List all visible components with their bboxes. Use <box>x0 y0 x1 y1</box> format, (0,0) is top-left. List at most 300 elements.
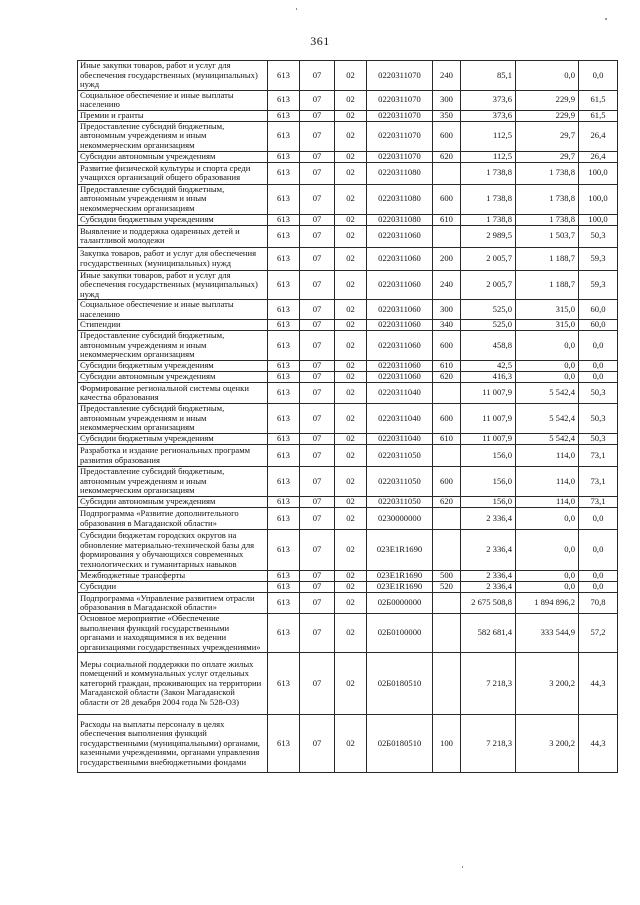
row-expense-type <box>433 445 461 467</box>
row-target-code: 0220311040 <box>367 383 433 404</box>
row-chapter: 613 <box>268 582 300 593</box>
row-chapter: 613 <box>268 320 300 331</box>
row-execution-percent: 0,0 <box>579 582 618 593</box>
row-target-code: 02Б0000000 <box>367 593 433 614</box>
row-name: Формирование региональной системы оценки качества образования <box>78 383 268 404</box>
row-executed-amount: 3 200,2 <box>516 715 579 773</box>
row-subsection: 02 <box>335 582 367 593</box>
row-subsection: 02 <box>335 434 367 445</box>
row-execution-percent: 50,3 <box>579 434 618 445</box>
table-row <box>78 582 618 593</box>
row-name: Субсидии автономным учреждениям <box>78 497 268 508</box>
table-row <box>78 434 618 445</box>
row-execution-percent: 0,0 <box>579 372 618 383</box>
row-section: 07 <box>300 270 335 300</box>
row-target-code: 0220311070 <box>367 121 433 151</box>
table-row <box>78 614 618 653</box>
row-planned-amount: 2 005,7 <box>461 270 516 300</box>
row-section: 07 <box>300 121 335 151</box>
row-subsection: 02 <box>335 214 367 225</box>
row-target-code: 0220311060 <box>367 361 433 372</box>
row-name: Субсидии бюджетным учреждениям <box>78 434 268 445</box>
row-chapter: 613 <box>268 61 300 91</box>
table-row <box>78 497 618 508</box>
row-executed-amount: 1 188,7 <box>516 270 579 300</box>
table-row <box>78 653 618 715</box>
row-section: 07 <box>300 110 335 121</box>
row-name: Предоставление субсидий бюджетным, автономным учреждениям и иным некоммерческим организациям <box>78 184 268 214</box>
row-expense-type: 610 <box>433 361 461 372</box>
row-execution-percent: 61,5 <box>579 90 618 110</box>
row-name: Предоставление субсидий бюджетным, автономным учреждениям и иным некоммерческим организациям <box>78 331 268 361</box>
row-executed-amount: 29,7 <box>516 121 579 151</box>
row-section: 07 <box>300 614 335 653</box>
row-name: Социальное обеспечение и иные выплаты населению <box>78 300 268 320</box>
row-planned-amount: 11 007,9 <box>461 383 516 404</box>
row-name: Межбюджетные трансферты <box>78 571 268 582</box>
row-name: Предоставление субсидий бюджетным, автономным учреждениям и иным некоммерческим организациям <box>78 121 268 151</box>
row-section: 07 <box>300 162 335 184</box>
row-subsection: 02 <box>335 162 367 184</box>
row-target-code: 0220311060 <box>367 300 433 320</box>
scan-speck <box>605 18 607 20</box>
row-expense-type: 600 <box>433 121 461 151</box>
row-chapter: 613 <box>268 434 300 445</box>
row-expense-type: 240 <box>433 61 461 91</box>
row-executed-amount: 0,0 <box>516 331 579 361</box>
row-section: 07 <box>300 582 335 593</box>
table-row <box>78 445 618 467</box>
row-execution-percent: 26,4 <box>579 121 618 151</box>
row-execution-percent: 50,3 <box>579 404 618 434</box>
row-executed-amount: 315,0 <box>516 320 579 331</box>
row-planned-amount: 7 218,3 <box>461 715 516 773</box>
row-execution-percent: 59,3 <box>579 247 618 270</box>
row-subsection: 02 <box>335 61 367 91</box>
row-execution-percent: 50,3 <box>579 383 618 404</box>
row-subsection: 02 <box>335 530 367 571</box>
row-execution-percent: 60,0 <box>579 320 618 331</box>
table-row <box>78 383 618 404</box>
row-subsection: 02 <box>335 121 367 151</box>
table-row <box>78 225 618 247</box>
row-planned-amount: 2 336,4 <box>461 530 516 571</box>
row-execution-percent: 50,3 <box>579 225 618 247</box>
row-name: Субсидии бюджетным учреждениям <box>78 361 268 372</box>
row-executed-amount: 0,0 <box>516 530 579 571</box>
row-subsection: 02 <box>335 110 367 121</box>
row-chapter: 613 <box>268 467 300 497</box>
row-planned-amount: 11 007,9 <box>461 434 516 445</box>
row-chapter: 613 <box>268 445 300 467</box>
row-section: 07 <box>300 497 335 508</box>
row-planned-amount: 7 218,3 <box>461 653 516 715</box>
row-chapter: 613 <box>268 225 300 247</box>
row-expense-type: 500 <box>433 571 461 582</box>
row-planned-amount: 2 675 508,8 <box>461 593 516 614</box>
row-execution-percent: 0,0 <box>579 61 618 91</box>
row-subsection: 02 <box>335 270 367 300</box>
row-expense-type: 600 <box>433 331 461 361</box>
row-executed-amount: 315,0 <box>516 300 579 320</box>
row-section: 07 <box>300 214 335 225</box>
row-subsection: 02 <box>335 90 367 110</box>
row-target-code: 0220311080 <box>367 214 433 225</box>
row-target-code: 0220311060 <box>367 372 433 383</box>
row-name: Выявление и поддержка одаренных детей и талантливой молодежи <box>78 225 268 247</box>
table-row <box>78 715 618 773</box>
row-target-code: 0220311060 <box>367 270 433 300</box>
row-section: 07 <box>300 300 335 320</box>
row-section: 07 <box>300 404 335 434</box>
table-row <box>78 571 618 582</box>
row-executed-amount: 0,0 <box>516 508 579 530</box>
row-expense-type <box>433 162 461 184</box>
row-target-code: 02Б0180510 <box>367 715 433 773</box>
row-subsection: 02 <box>335 151 367 162</box>
row-section: 07 <box>300 331 335 361</box>
row-target-code: 023E1R1690 <box>367 530 433 571</box>
row-name: Подпрограмма «Управление развитием отрасли образования в Магаданской области» <box>78 593 268 614</box>
row-execution-percent: 100,0 <box>579 162 618 184</box>
row-name: Субсидии бюджетным учреждениям <box>78 214 268 225</box>
row-chapter: 613 <box>268 331 300 361</box>
row-section: 07 <box>300 151 335 162</box>
row-chapter: 613 <box>268 530 300 571</box>
row-planned-amount: 156,0 <box>461 497 516 508</box>
row-execution-percent: 73,1 <box>579 467 618 497</box>
row-subsection: 02 <box>335 300 367 320</box>
row-chapter: 613 <box>268 508 300 530</box>
row-subsection: 02 <box>335 497 367 508</box>
row-subsection: 02 <box>335 508 367 530</box>
row-name: Развитие физической культуры и спорта среди учащихся организаций общего образования <box>78 162 268 184</box>
row-name: Премии и гранты <box>78 110 268 121</box>
row-planned-amount: 156,0 <box>461 445 516 467</box>
row-subsection: 02 <box>335 320 367 331</box>
row-target-code: 0220311050 <box>367 445 433 467</box>
row-section: 07 <box>300 383 335 404</box>
row-subsection: 02 <box>335 184 367 214</box>
row-name: Закупка товаров, работ и услуг для обеспечения государственных (муниципальных) нужд <box>78 247 268 270</box>
row-planned-amount: 112,5 <box>461 151 516 162</box>
row-executed-amount: 229,9 <box>516 110 579 121</box>
row-section: 07 <box>300 653 335 715</box>
row-section: 07 <box>300 225 335 247</box>
row-name: Предоставление субсидий бюджетным, автономным учреждениям и иным некоммерческим организациям <box>78 467 268 497</box>
row-executed-amount: 0,0 <box>516 571 579 582</box>
table-row <box>78 247 618 270</box>
row-name: Субсидии бюджетам городских округов на обновление материально-технической базы для формирования у обучающихся современных технологических и гуманитарных навыков <box>78 530 268 571</box>
row-executed-amount: 0,0 <box>516 372 579 383</box>
row-executed-amount: 114,0 <box>516 445 579 467</box>
row-expense-type: 610 <box>433 214 461 225</box>
budget-table <box>77 60 618 773</box>
row-target-code: 0220311060 <box>367 320 433 331</box>
row-planned-amount: 2 336,4 <box>461 571 516 582</box>
row-chapter: 613 <box>268 383 300 404</box>
row-planned-amount: 1 738,8 <box>461 162 516 184</box>
row-expense-type <box>433 614 461 653</box>
row-executed-amount: 0,0 <box>516 61 579 91</box>
row-target-code: 023E1R1690 <box>367 571 433 582</box>
row-target-code: 0220311070 <box>367 90 433 110</box>
row-executed-amount: 5 542,4 <box>516 434 579 445</box>
row-expense-type <box>433 530 461 571</box>
row-subsection: 02 <box>335 467 367 497</box>
row-planned-amount: 373,6 <box>461 110 516 121</box>
row-expense-type <box>433 508 461 530</box>
row-chapter: 613 <box>268 184 300 214</box>
table-row <box>78 270 618 300</box>
row-planned-amount: 2 989,5 <box>461 225 516 247</box>
row-planned-amount: 458,8 <box>461 331 516 361</box>
row-expense-type: 520 <box>433 582 461 593</box>
row-chapter: 613 <box>268 162 300 184</box>
row-subsection: 02 <box>335 331 367 361</box>
row-name: Предоставление субсидий бюджетным, автономным учреждениям и иным некоммерческим организациям <box>78 404 268 434</box>
row-target-code: 02Б0180510 <box>367 653 433 715</box>
row-chapter: 613 <box>268 715 300 773</box>
row-executed-amount: 5 542,4 <box>516 404 579 434</box>
row-planned-amount: 42,5 <box>461 361 516 372</box>
row-executed-amount: 0,0 <box>516 582 579 593</box>
row-expense-type: 240 <box>433 270 461 300</box>
row-subsection: 02 <box>335 372 367 383</box>
row-subsection: 02 <box>335 571 367 582</box>
row-chapter: 613 <box>268 571 300 582</box>
row-executed-amount: 1 503,7 <box>516 225 579 247</box>
row-subsection: 02 <box>335 225 367 247</box>
row-executed-amount: 1 738,8 <box>516 184 579 214</box>
row-name: Иные закупки товаров, работ и услуг для обеспечения государственных (муниципальных) нужд <box>78 61 268 91</box>
row-target-code: 0220311060 <box>367 331 433 361</box>
row-planned-amount: 11 007,9 <box>461 404 516 434</box>
row-section: 07 <box>300 467 335 497</box>
row-expense-type: 620 <box>433 151 461 162</box>
row-planned-amount: 525,0 <box>461 320 516 331</box>
row-planned-amount: 156,0 <box>461 467 516 497</box>
row-section: 07 <box>300 445 335 467</box>
row-chapter: 613 <box>268 497 300 508</box>
page-number: 361 <box>310 34 330 48</box>
row-execution-percent: 100,0 <box>579 184 618 214</box>
row-section: 07 <box>300 434 335 445</box>
row-expense-type: 200 <box>433 247 461 270</box>
table-row <box>78 151 618 162</box>
row-section: 07 <box>300 361 335 372</box>
row-target-code: 0220311070 <box>367 151 433 162</box>
row-subsection: 02 <box>335 404 367 434</box>
row-target-code: 0220311040 <box>367 434 433 445</box>
row-planned-amount: 1 738,8 <box>461 214 516 225</box>
row-section: 07 <box>300 90 335 110</box>
row-execution-percent: 0,0 <box>579 508 618 530</box>
row-target-code: 0220311070 <box>367 110 433 121</box>
table-row <box>78 508 618 530</box>
row-section: 07 <box>300 593 335 614</box>
row-target-code: 0220311060 <box>367 247 433 270</box>
table-row <box>78 404 618 434</box>
row-planned-amount: 2 005,7 <box>461 247 516 270</box>
table-row <box>78 61 618 91</box>
row-execution-percent: 60,0 <box>579 300 618 320</box>
row-executed-amount: 29,7 <box>516 151 579 162</box>
row-target-code: 0220311050 <box>367 497 433 508</box>
row-section: 07 <box>300 372 335 383</box>
row-execution-percent: 0,0 <box>579 361 618 372</box>
row-expense-type: 300 <box>433 90 461 110</box>
row-expense-type: 350 <box>433 110 461 121</box>
row-section: 07 <box>300 184 335 214</box>
row-executed-amount: 333 544,9 <box>516 614 579 653</box>
row-execution-percent: 70,8 <box>579 593 618 614</box>
row-execution-percent: 61,5 <box>579 110 618 121</box>
row-planned-amount: 1 738,8 <box>461 184 516 214</box>
scan-speck <box>462 866 463 868</box>
row-section: 07 <box>300 247 335 270</box>
table-row <box>78 320 618 331</box>
row-section: 07 <box>300 320 335 331</box>
row-executed-amount: 1 738,8 <box>516 214 579 225</box>
row-execution-percent: 26,4 <box>579 151 618 162</box>
row-chapter: 613 <box>268 614 300 653</box>
row-chapter: 613 <box>268 593 300 614</box>
table-row <box>78 184 618 214</box>
row-execution-percent: 100,0 <box>579 214 618 225</box>
row-execution-percent: 57,2 <box>579 614 618 653</box>
row-expense-type <box>433 653 461 715</box>
row-executed-amount: 1 188,7 <box>516 247 579 270</box>
row-chapter: 613 <box>268 110 300 121</box>
row-executed-amount: 3 200,2 <box>516 653 579 715</box>
table-row <box>78 110 618 121</box>
row-subsection: 02 <box>335 715 367 773</box>
row-expense-type: 100 <box>433 715 461 773</box>
row-execution-percent: 73,1 <box>579 445 618 467</box>
row-planned-amount: 2 336,4 <box>461 508 516 530</box>
table-row <box>78 162 618 184</box>
row-target-code: 0220311060 <box>367 225 433 247</box>
row-planned-amount: 2 336,4 <box>461 582 516 593</box>
row-execution-percent: 59,3 <box>579 270 618 300</box>
row-target-code: 0220311080 <box>367 162 433 184</box>
row-target-code: 0220311080 <box>367 184 433 214</box>
row-section: 07 <box>300 715 335 773</box>
table-row <box>78 372 618 383</box>
row-execution-percent: 44,3 <box>579 653 618 715</box>
row-executed-amount: 1 894 896,2 <box>516 593 579 614</box>
row-name: Меры социальной поддержки по оплате жилых помещений и коммунальных услуг отдельных категорий граждан, проживающих на территории Магаданской области (Закон Магаданской области от 28 декабря 2004 года № 528-ОЗ) <box>78 653 268 715</box>
row-expense-type <box>433 383 461 404</box>
table-row <box>78 361 618 372</box>
row-planned-amount: 85,1 <box>461 61 516 91</box>
row-target-code: 0220311040 <box>367 404 433 434</box>
row-execution-percent: 44,3 <box>579 715 618 773</box>
table-row <box>78 300 618 320</box>
table-row <box>78 121 618 151</box>
row-expense-type: 610 <box>433 434 461 445</box>
row-expense-type: 340 <box>433 320 461 331</box>
row-executed-amount: 1 738,8 <box>516 162 579 184</box>
row-executed-amount: 0,0 <box>516 361 579 372</box>
row-chapter: 613 <box>268 361 300 372</box>
row-section: 07 <box>300 61 335 91</box>
row-section: 07 <box>300 530 335 571</box>
row-subsection: 02 <box>335 614 367 653</box>
row-name: Основное мероприятие «Обеспечение выполнения функций государственными органами и находящимися в их ведении организациями государственных учреждениями» <box>78 614 268 653</box>
row-planned-amount: 525,0 <box>461 300 516 320</box>
row-target-code: 0220311070 <box>367 61 433 91</box>
row-expense-type <box>433 225 461 247</box>
row-name: Субсидии автономным учреждениям <box>78 372 268 383</box>
row-name: Социальное обеспечение и иные выплаты населению <box>78 90 268 110</box>
row-executed-amount: 5 542,4 <box>516 383 579 404</box>
row-target-code: 02Б0100000 <box>367 614 433 653</box>
row-subsection: 02 <box>335 653 367 715</box>
row-subsection: 02 <box>335 361 367 372</box>
row-chapter: 613 <box>268 121 300 151</box>
row-chapter: 613 <box>268 653 300 715</box>
row-expense-type: 600 <box>433 404 461 434</box>
row-target-code: 023E1R1690 <box>367 582 433 593</box>
scan-speck <box>296 8 297 10</box>
row-target-code: 0230000000 <box>367 508 433 530</box>
row-execution-percent: 73,1 <box>579 497 618 508</box>
row-name: Подпрограмма «Развитие дополнительного образования в Магаданской области» <box>78 508 268 530</box>
row-executed-amount: 229,9 <box>516 90 579 110</box>
row-chapter: 613 <box>268 214 300 225</box>
row-chapter: 613 <box>268 404 300 434</box>
table-row <box>78 331 618 361</box>
row-chapter: 613 <box>268 270 300 300</box>
row-expense-type: 300 <box>433 300 461 320</box>
table-row <box>78 214 618 225</box>
row-chapter: 613 <box>268 300 300 320</box>
row-chapter: 613 <box>268 372 300 383</box>
row-expense-type: 600 <box>433 184 461 214</box>
row-section: 07 <box>300 571 335 582</box>
row-subsection: 02 <box>335 593 367 614</box>
table-row <box>78 530 618 571</box>
row-name: Субсидии автономным учреждениям <box>78 151 268 162</box>
row-section: 07 <box>300 508 335 530</box>
row-name: Разработка и издание региональных программ развития образования <box>78 445 268 467</box>
row-target-code: 0220311050 <box>367 467 433 497</box>
row-executed-amount: 114,0 <box>516 497 579 508</box>
row-execution-percent: 0,0 <box>579 571 618 582</box>
row-expense-type <box>433 593 461 614</box>
row-name: Стипендии <box>78 320 268 331</box>
table-row <box>78 467 618 497</box>
row-chapter: 613 <box>268 90 300 110</box>
row-name: Иные закупки товаров, работ и услуг для обеспечения государственных (муниципальных) нужд <box>78 270 268 300</box>
row-chapter: 613 <box>268 151 300 162</box>
row-name: Расходы на выплаты персоналу в целях обеспечения выполнения функций государственными (муниципальными) органами, казенными учреждениями, органами управления государственными внебюджетными фондами <box>78 715 268 773</box>
row-execution-percent: 0,0 <box>579 331 618 361</box>
row-planned-amount: 582 681,4 <box>461 614 516 653</box>
row-execution-percent: 0,0 <box>579 530 618 571</box>
row-planned-amount: 112,5 <box>461 121 516 151</box>
row-planned-amount: 416,3 <box>461 372 516 383</box>
table-row <box>78 90 618 110</box>
row-expense-type: 620 <box>433 497 461 508</box>
row-subsection: 02 <box>335 383 367 404</box>
row-expense-type: 600 <box>433 467 461 497</box>
row-chapter: 613 <box>268 247 300 270</box>
row-executed-amount: 114,0 <box>516 467 579 497</box>
row-name: Субсидии <box>78 582 268 593</box>
